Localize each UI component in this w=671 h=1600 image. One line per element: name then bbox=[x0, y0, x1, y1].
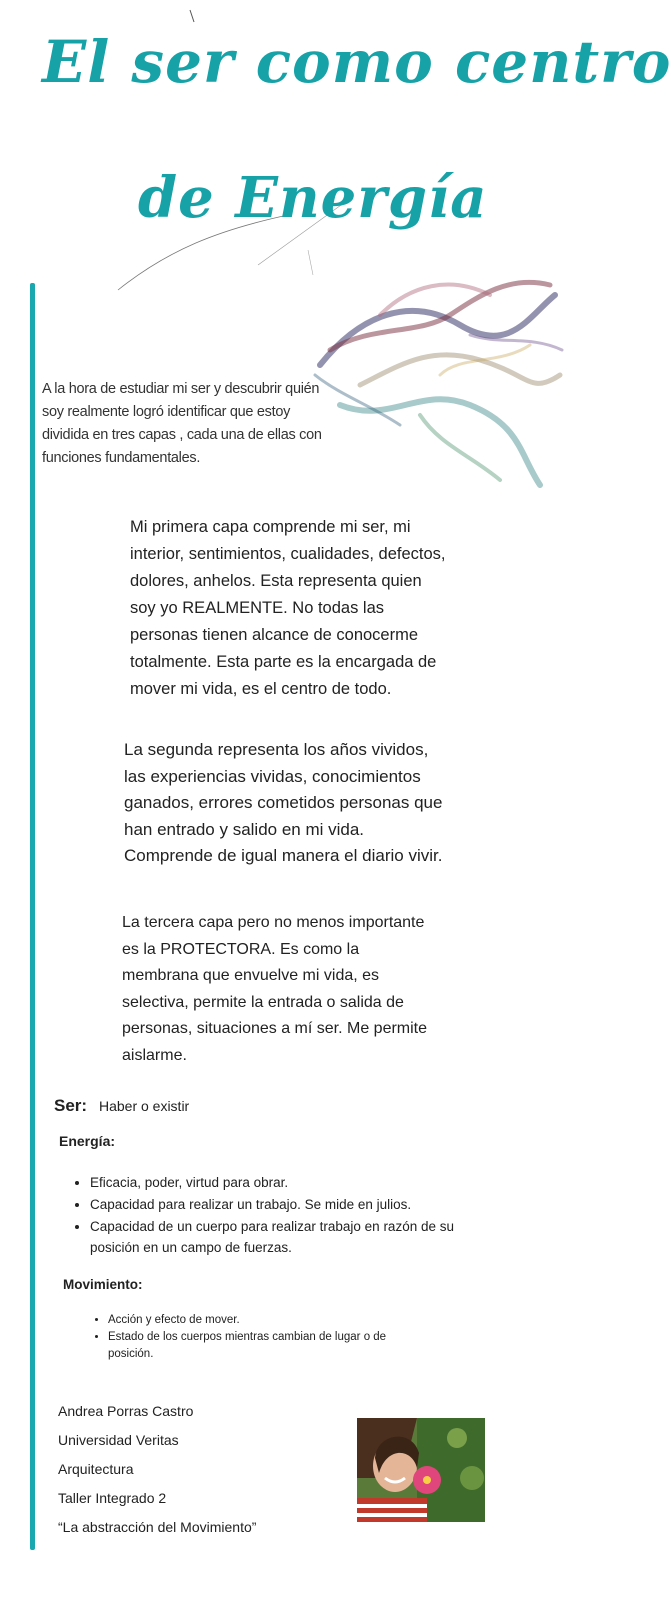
list-item: • Acción y efecto de mover. bbox=[108, 1312, 408, 1329]
ser-term: Ser: bbox=[54, 1096, 88, 1115]
university-name: Universidad Veritas bbox=[58, 1432, 179, 1448]
movimiento-list bbox=[92, 1312, 408, 1363]
energia-list bbox=[72, 1172, 480, 1259]
energia-heading: Energía: bbox=[59, 1133, 116, 1149]
layer-1-paragraph: Mi primera capa comprende mi ser, mi interior, sentimientos, cualidades, defectos, dolores, anhelos. Esta representa quien soy yo REALMENTE. No todas las personas tienen alcance de conocerme totalmente. Esta parte es la encargada de mover mi vida, es el centro de todo. bbox=[130, 518, 446, 698]
career-name: Arquitectura bbox=[58, 1461, 134, 1477]
page-title-line-2: de Energía bbox=[138, 165, 488, 231]
smoke-artwork bbox=[300, 255, 565, 495]
intro-paragraph: A la hora de estudiar mi ser y descubrir quién soy realmente logró identificar que estoy dividida en tres capas , cada una de ellas con funciones fundamentales. bbox=[42, 381, 322, 466]
movimiento-heading: Movimiento: bbox=[63, 1277, 143, 1292]
author-name: Andrea Porras Castro bbox=[58, 1403, 194, 1419]
list-item: • Capacidad de un cuerpo para realizar trabajo en razón de su posición en un campo de fuerzas. bbox=[90, 1216, 480, 1258]
ser-meaning: Haber o existir bbox=[98, 1098, 190, 1114]
author-credits bbox=[58, 1397, 256, 1542]
list-item: • Capacidad para realizar un trabajo. Se mide en julios. bbox=[90, 1194, 480, 1215]
layer-2-paragraph: La segunda representa los años vividos, las experiencias vividas, conocimientos ganados, errores cometidos personas que han entrado y salido en mi vida. Comprende de igual manera el diario vivir. bbox=[124, 740, 443, 865]
list-item: • Estado de los cuerpos mientras cambian de lugar o de posición. bbox=[108, 1329, 408, 1363]
page-title-line-1: El ser como centro bbox=[42, 28, 671, 96]
author-photo bbox=[357, 1418, 485, 1522]
project-name: “La abstracción del Movimiento” bbox=[58, 1519, 257, 1535]
layer-3-paragraph: La tercera capa pero no menos importante es la PROTECTORA. Es como la membrana que envuelve mi vida, es selectiva, permite la entrada o salida de personas, situaciones a mí ser. Me permite aislarme. bbox=[122, 914, 428, 1064]
ser-definition bbox=[54, 1096, 189, 1116]
list-item: • Eficacia, poder, virtud para obrar. bbox=[90, 1172, 480, 1193]
accent-vertical-bar bbox=[30, 283, 35, 1550]
course-name: Taller Integrado 2 bbox=[58, 1490, 167, 1506]
